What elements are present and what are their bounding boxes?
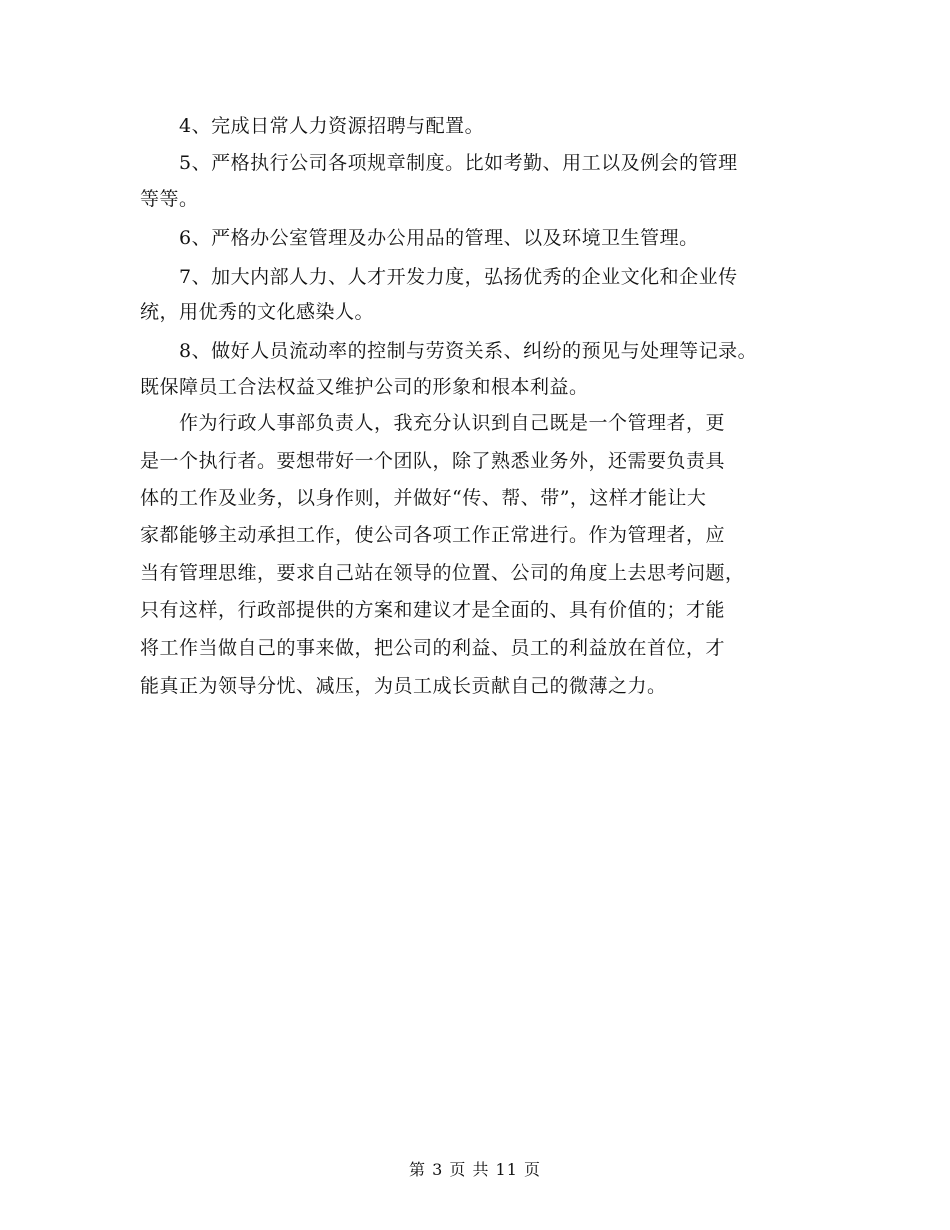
text-line: 体的工作及业务，以身作则，并做好“传、帮、带”，这样才能让大 bbox=[140, 487, 707, 509]
text-line: 8、做好人员流动率的控制与劳资关系、纠纷的预见与处理等记录。 bbox=[140, 340, 758, 362]
text-line: 作为行政人事部负责人，我充分认识到自己既是一个管理者，更 bbox=[140, 412, 726, 434]
text-line: 统，用优秀的文化感染人。 bbox=[140, 301, 375, 323]
text-line: 7、加大内部人力、人才开发力度，弘扬优秀的企业文化和企业传 bbox=[140, 266, 738, 288]
page-number-footer: 第 3 页 共 11 页 bbox=[409, 1160, 541, 1179]
text-line: 将工作当做自己的事来做，把公司的利益、员工的利益放在首位，才 bbox=[140, 637, 726, 659]
text-line: 6、严格办公室管理及办公用品的管理、以及环境卫生管理。 bbox=[140, 227, 699, 249]
text-line: 当有管理思维，要求自己站在领导的位置、公司的角度上去思考问题， bbox=[140, 562, 745, 584]
text-line: 家都能够主动承担工作，使公司各项工作正常进行。作为管理者，应 bbox=[140, 524, 726, 546]
text-line: 只有这样，行政部提供的方案和建议才是全面的、具有价值的；才能 bbox=[140, 599, 726, 621]
text-line: 等等。 bbox=[140, 188, 199, 210]
text-line: 4、完成日常人力资源招聘与配置。 bbox=[140, 115, 485, 137]
text-line: 能真正为领导分忧、减压，为员工成长贡献自己的微薄之力。 bbox=[140, 675, 667, 697]
text-line: 是一个执行者。要想带好一个团队，除了熟悉业务外，还需要负责具 bbox=[140, 450, 726, 472]
text-line: 既保障员工合法权益又维护公司的形象和根本利益。 bbox=[140, 376, 589, 398]
text-line: 5、严格执行公司各项规章制度。比如考勤、用工以及例会的管理 bbox=[140, 152, 738, 174]
